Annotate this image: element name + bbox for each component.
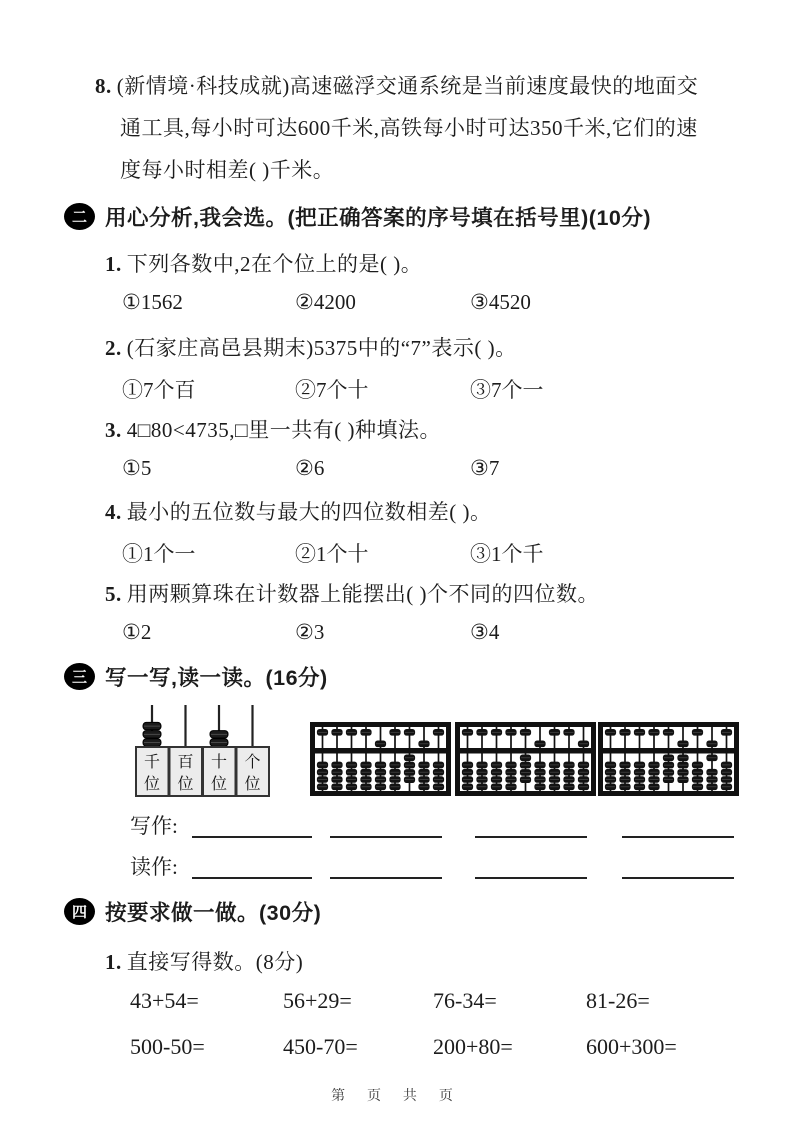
abacus-figure — [455, 722, 596, 801]
section-4-title: 按要求做一做。(30分) — [105, 901, 322, 925]
s2-q5-options — [0, 620, 793, 650]
equation: 500-50= — [130, 1034, 205, 1059]
read-answer-blank — [622, 851, 734, 879]
svg-text:位: 位 — [177, 776, 194, 793]
section-2-title: 用心分析,我会选。(把正确答案的序号填在括号里)(10分) — [105, 206, 652, 230]
write-answer-blank — [622, 810, 734, 838]
question-8-line-1 — [95, 70, 698, 100]
question-8-line-3: 度每小时相差( )千米。 — [120, 158, 335, 182]
svg-text:个: 个 — [244, 754, 261, 771]
s2-q2-number: 2. — [105, 336, 122, 360]
svg-text:千: 千 — [143, 754, 161, 771]
section-2-badge: 二 — [64, 203, 95, 230]
option: ③7 — [470, 456, 500, 480]
write-answer-blank — [192, 810, 312, 838]
equation: 600+300= — [586, 1034, 677, 1059]
section-3-title: 写一写,读一读。(16分) — [105, 666, 328, 690]
s2-q5-number: 5. — [105, 582, 122, 606]
equations-row-1 — [0, 988, 793, 1018]
option: ③4520 — [470, 290, 531, 314]
equation: 43+54= — [130, 988, 199, 1013]
option: ②3 — [295, 620, 325, 644]
abacus-figure — [310, 722, 451, 801]
section-4-badge: 四 — [64, 898, 95, 925]
write-answer-blank — [330, 810, 442, 838]
equation: 56+29= — [283, 988, 352, 1013]
question-8-line-2: 通工具,每小时可达600千米,高铁每小时可达350千米,它们的速 — [120, 116, 698, 140]
section-4-header — [64, 896, 321, 927]
svg-text:百: 百 — [177, 754, 194, 771]
question-8-text-1: (新情境·科技成就)高速磁浮交通系统是当前速度最快的地面交 — [116, 74, 699, 98]
s2-q2-text: (石家庄高邑县期末)5375中的“7”表示( )。 — [126, 336, 517, 360]
option: ③7个一 — [470, 378, 544, 402]
s4-sub1-text: 直接写得数。(8分) — [126, 950, 304, 974]
option: ②1个十 — [295, 542, 369, 566]
write-answer-blank — [475, 810, 587, 838]
option: ②7个十 — [295, 378, 369, 402]
s2-q4-options — [0, 538, 793, 568]
section-3-header — [64, 661, 328, 692]
s2-q3-number: 3. — [105, 418, 122, 442]
svg-text:十: 十 — [210, 754, 228, 771]
s2-question-3 — [105, 414, 441, 444]
read-as-label: 读作: — [130, 855, 178, 879]
equation: 450-70= — [283, 1034, 358, 1059]
s2-q1-text: 下列各数中,2在个位上的是( )。 — [126, 252, 423, 276]
page-footer: 第 页 共 页 — [331, 1087, 462, 1103]
s2-q3-options — [0, 456, 793, 486]
option: ①1个一 — [122, 542, 196, 566]
option: ①7个百 — [122, 378, 196, 402]
read-answer-blank — [330, 851, 442, 879]
read-answer-blank — [192, 851, 312, 879]
equation: 81-26= — [586, 988, 650, 1013]
s4-sub1-number: 1. — [105, 950, 122, 974]
s2-q4-text: 最小的五位数与最大的四位数相差( )。 — [126, 500, 492, 524]
write-as-label: 写作: — [130, 814, 178, 838]
option: ①2 — [122, 620, 152, 644]
read-answer-blank — [475, 851, 587, 879]
s2-q3-text: 4□80<4735,□里一共有( )种填法。 — [126, 418, 441, 442]
abacus-figure — [598, 722, 739, 801]
svg-text:位: 位 — [143, 776, 161, 793]
s4-subtask-1 — [105, 946, 303, 976]
s2-q5-text: 用两颗算珠在计数器上能摆出( )个不同的四位数。 — [126, 582, 599, 606]
equations-row-2 — [0, 1034, 793, 1064]
svg-text:位: 位 — [210, 776, 228, 793]
option: ③4 — [470, 620, 500, 644]
s2-question-4 — [105, 496, 492, 526]
option: ①1562 — [122, 290, 183, 314]
s2-q2-options — [0, 374, 793, 404]
equation: 76-34= — [433, 988, 497, 1013]
question-8-number: 8. — [95, 74, 112, 98]
equation: 200+80= — [433, 1034, 513, 1059]
option: ②6 — [295, 456, 325, 480]
svg-text:位: 位 — [244, 776, 261, 793]
place-value-counter-figure — [135, 702, 271, 803]
s2-question-1 — [105, 248, 422, 278]
option: ①5 — [122, 456, 152, 480]
section-2-header — [64, 201, 651, 232]
option: ③1个千 — [470, 542, 544, 566]
s2-q1-options — [0, 290, 793, 320]
s2-question-2 — [105, 332, 517, 362]
section-3-badge: 三 — [64, 663, 95, 690]
s2-question-5 — [105, 578, 599, 608]
s2-q1-number: 1. — [105, 252, 122, 276]
s2-q4-number: 4. — [105, 500, 122, 524]
option: ②4200 — [295, 290, 356, 314]
